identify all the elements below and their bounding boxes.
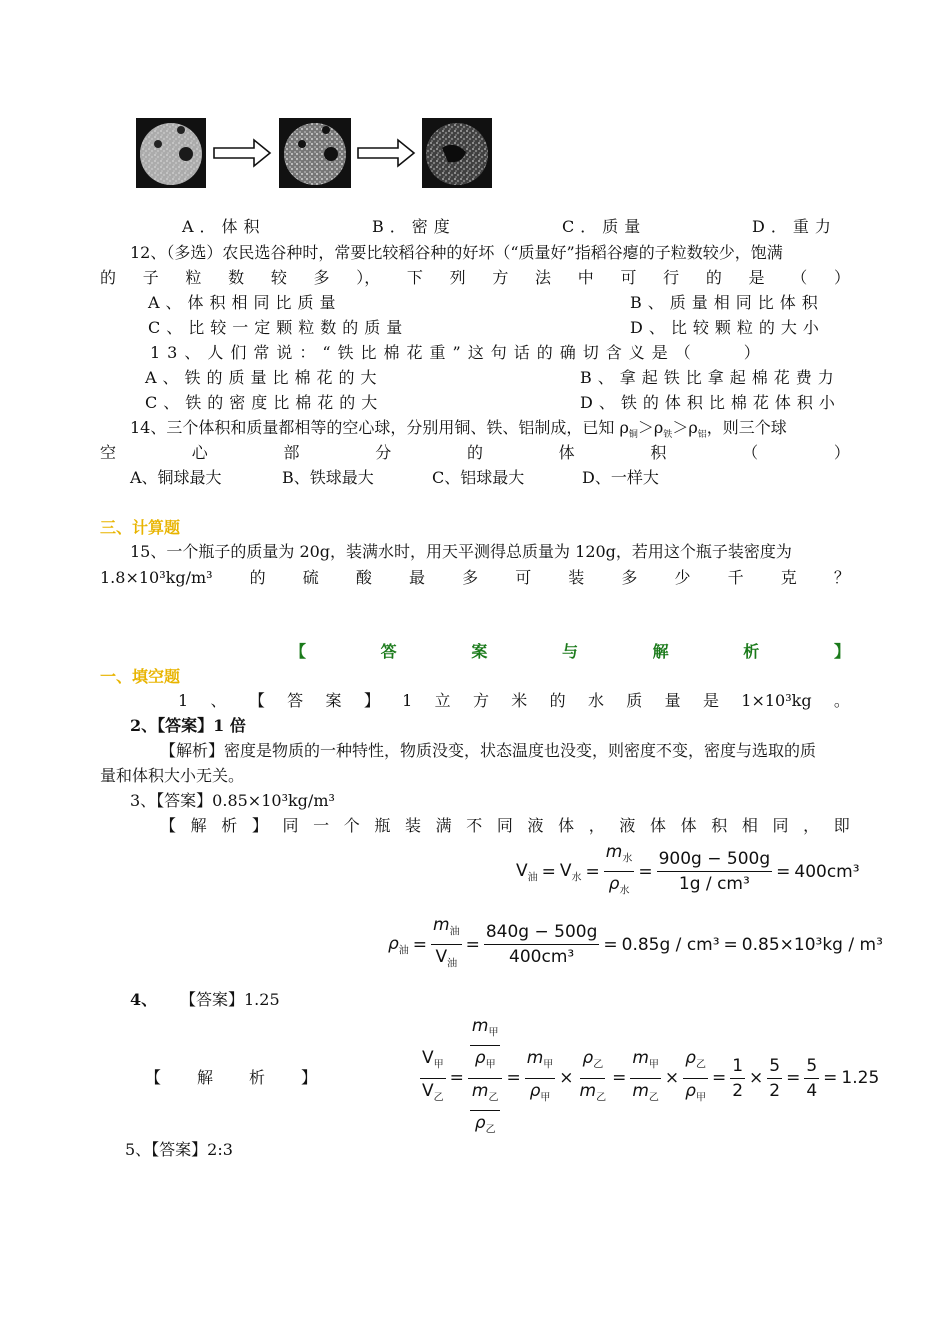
sphere-sequence-figure	[136, 118, 496, 190]
q15-line2-value: 1.8×10³kg/m³	[100, 568, 213, 587]
q12-line2-char: 子	[142, 268, 159, 287]
answer-3-analysis-char: 满	[435, 816, 452, 835]
answer-3-analysis-char: 液	[527, 816, 544, 835]
answer-4-label-char: 】	[300, 1068, 317, 1087]
figure-row	[136, 118, 496, 190]
q15-line2-char: 千	[727, 568, 744, 587]
answer-3-analysis-char: 同	[772, 816, 789, 835]
answer-3-analysis-char: 解	[190, 816, 207, 835]
formula-volume-oil: $V_油$ = $V_水$ = $\frac{m_水}{\rho_水}$ = $\frac{900g - 500g}{\text{1g / cm³}}$ = 400cm³	[514, 842, 862, 902]
answer-title-char: 解	[652, 642, 669, 661]
sphere-image-1	[136, 118, 206, 188]
q14-sub-iron: 铁	[663, 430, 673, 441]
answer-3-analysis-char: 不	[466, 816, 483, 835]
answer-3-analysis-char: 相	[741, 816, 758, 835]
q12-line2-char: 数	[228, 268, 245, 287]
q12-line2-char: 下	[406, 268, 423, 287]
f1-mid: $V_水$	[559, 860, 582, 884]
q15-stem-line1: 15、一个瓶子的质量为 20g，装满水时，用天平测得总质量为 120g，若用这个瓶子装密度为	[130, 542, 792, 561]
q14-line2-char: （	[742, 443, 759, 462]
q12-line2-char: 中	[577, 268, 594, 287]
f2-lhs: $\rho_油$	[388, 933, 409, 957]
sphere-image-2	[279, 118, 351, 188]
q13-option-c[interactable]: C、铁的密度比棉花的大	[145, 393, 384, 412]
q14-option-b[interactable]: B、铁球最大	[282, 468, 374, 487]
q12-line2-char: ）	[833, 268, 850, 287]
q12-line2-char: 粒	[185, 268, 202, 287]
answer-3-analysis-char: 即	[833, 816, 850, 835]
answer-3-analysis-char: 瓶	[374, 816, 391, 835]
q12-line2-char: ），	[356, 268, 381, 287]
answer-3-analysis-char: ，	[588, 816, 605, 835]
q14-line2-char: 心	[191, 443, 208, 462]
q12-line2-char: 列	[449, 268, 466, 287]
q12-line2-char: （	[791, 268, 808, 287]
answer-1-char: 1	[402, 691, 413, 710]
f2-frac-1: $\frac{m_油}{V_油}$	[433, 915, 460, 970]
f1-lhs: $V_油$	[516, 860, 538, 884]
q12-line2-char: 方	[492, 268, 509, 287]
q14-line2-char: 部	[283, 443, 300, 462]
q15-line2-char: 少	[674, 568, 691, 587]
q14-line1-post: ，则三个球	[706, 418, 787, 437]
q13-option-d[interactable]: D、铁的体积比棉花体积小	[580, 393, 841, 412]
answer-1-char: 】	[363, 691, 380, 710]
q14-line2-char: 体	[558, 443, 575, 462]
answer-3-analysis-char: ，	[803, 816, 820, 835]
answer-1-char: 【	[248, 691, 265, 710]
section-calc-title: 三、计算题	[100, 518, 181, 537]
answer-3-analysis-char: 个	[343, 816, 360, 835]
answer-section-title	[290, 640, 850, 664]
arrow-right-icon-2	[358, 140, 414, 166]
q12-line2-char: 较	[270, 268, 287, 287]
f2-result-1: 0.85g / cm³	[621, 934, 720, 955]
answer-3-analysis-char: 同	[496, 816, 513, 835]
answer-1-char: 方	[472, 691, 489, 710]
f4-half: $\frac{1}{2}$	[732, 1055, 744, 1101]
f4-five-half: $\frac{5}{2}$	[769, 1055, 781, 1101]
formula-density-oil: $\rho_油$ = $\frac{m_油}{V_油}$ = $\frac{840g - 500g}{\text{400cm³}}$ = 0.85g / cm³ = 0.85×10³kg / m³	[386, 915, 885, 975]
f4-v-ratio: $\frac{V_甲}{V_乙}$	[422, 1048, 444, 1104]
answer-1	[178, 689, 850, 713]
answer-3-analysis-char: 【	[160, 816, 177, 835]
answer-5: 5、【答案】2:3	[125, 1140, 233, 1159]
q14-line2-char: 积	[650, 443, 667, 462]
answer-3-analysis-char: 】	[251, 816, 268, 835]
answer-1-char: 、	[210, 691, 227, 710]
f4-result: 1.25	[841, 1068, 880, 1089]
answer-title-char: 与	[561, 642, 578, 661]
answer-4-label-char: 【	[145, 1068, 162, 1087]
answer-title-char: 【	[290, 642, 307, 661]
answer-3-analysis-char: 一	[313, 816, 330, 835]
answer-title-char: 】	[833, 642, 850, 661]
answer-title-char: 答	[380, 642, 397, 661]
q14-option-a[interactable]: A、铜球最大	[130, 468, 222, 487]
q12-line2-char: 的	[705, 268, 722, 287]
q14-line2-char: 分	[375, 443, 392, 462]
f4-five-four: $\frac{5}{4}$	[806, 1055, 818, 1101]
answer-1-char: 。	[833, 691, 850, 710]
q12-option-d[interactable]: D、比较颗粒的大小	[630, 318, 825, 337]
q15-line2-char: 的	[249, 568, 266, 587]
sphere-image-3	[422, 118, 492, 188]
answer-1-char: 答	[287, 691, 304, 710]
q11-option-c[interactable]: C．质量	[562, 217, 647, 236]
q15-line2-char: 装	[568, 568, 585, 587]
q14-sub-aluminum: 铝	[697, 430, 707, 441]
q14-line2-char: 的	[466, 443, 483, 462]
answer-1-char: 米	[511, 691, 528, 710]
answer-1-char: 1	[178, 691, 189, 710]
answer-1-char: 立	[434, 691, 451, 710]
answer-4: 【答案】1.25	[180, 990, 280, 1009]
answer-4-analysis-label	[145, 1066, 317, 1090]
q12-line2-char: 行	[663, 268, 680, 287]
q11-option-d[interactable]: D．重力	[752, 217, 837, 236]
q13-option-b[interactable]: B、拿起铁比拿起棉花费力	[580, 368, 840, 387]
q15-line2-char: 可	[515, 568, 532, 587]
q14-option-c[interactable]: C、铝球最大	[432, 468, 525, 487]
q12-option-c[interactable]: C、比较一定颗粒数的质量	[148, 318, 409, 337]
q15-line2-char: 多	[462, 568, 479, 587]
q14-stem-line1	[130, 416, 787, 440]
answer-title-char: 案	[471, 642, 488, 661]
q13-option-a[interactable]: A、铁的质量比棉花的大	[145, 368, 383, 387]
q15-line2-char: ？	[833, 568, 850, 587]
q13-stem: 13、人们常说：“铁比棉花重”这句话的确切含义是（ ）	[150, 343, 767, 362]
answer-1-char: 案	[325, 691, 342, 710]
answer-3-analysis-char: 装	[405, 816, 422, 835]
answer-2-analysis-line2: 量和体积大小无关。	[100, 766, 245, 785]
f1-frac-2: $\frac{900g - 500g}{\text{1g / cm³}}$	[658, 849, 771, 895]
q12-stem-line1: 12、（多选）农民选谷种时，常要比较稻谷种的好坏（“质量好”指稻谷瘪的子粒数较少，饱满	[130, 243, 783, 262]
q14-sub-copper: 铜	[628, 430, 638, 441]
q15-line2-char: 多	[621, 568, 638, 587]
answer-3-analysis	[160, 814, 850, 838]
answer-title-char: 析	[743, 642, 760, 661]
answer-1-char: 1×10³kg	[741, 691, 812, 710]
answer-3-analysis-char: 同	[282, 816, 299, 835]
q11-option-b[interactable]: B．密度	[372, 217, 456, 236]
q12-line2-char: 的	[100, 268, 117, 287]
f4-compound-frac: $\frac{\frac{m_甲}{\rho_甲}}{\frac{m_乙}{\rho_乙}}$	[468, 1016, 503, 1141]
q12-line2-char: 可	[620, 268, 637, 287]
answer-1-char: 质	[626, 691, 643, 710]
answer-4-number: 4、	[130, 990, 158, 1009]
answer-1-char: 的	[549, 691, 566, 710]
q12-stem-line2	[100, 266, 850, 290]
answer-1-char: 量	[664, 691, 681, 710]
q14-stem-line2	[100, 441, 850, 465]
q12-option-a[interactable]: A、体积相同比质量	[148, 293, 342, 312]
q14-line2-char: ）	[833, 443, 850, 462]
answer-3-analysis-char: 体	[650, 816, 667, 835]
f1-result: 400cm³	[794, 861, 860, 882]
answer-1-char: 水	[587, 691, 604, 710]
answer-4-label-char: 析	[248, 1068, 265, 1087]
f2-result-2: 0.85×10³kg / m³	[741, 934, 883, 955]
f2-frac-2: $\frac{840g - 500g}{\text{400cm³}}$	[485, 922, 598, 968]
answer-4-label-char: 解	[196, 1068, 213, 1087]
q14-line1-pre: 14、三个体积和质量都相等的空心球，分别用铜、铁、铝制成，已知 ρ	[130, 418, 629, 437]
q14-line2-char: 空	[100, 443, 117, 462]
q12-line2-char: 多	[313, 268, 330, 287]
f1-frac-1: $\frac{m_水}{\rho_水}$	[605, 842, 633, 897]
q15-line2-char: 克	[780, 568, 797, 587]
section-fill-title: 一、填空题	[100, 667, 181, 686]
q14-option-d[interactable]: D、一样大	[582, 468, 659, 487]
q15-stem-line2	[100, 566, 850, 590]
q15-line2-char: 最	[408, 568, 425, 587]
answer-3: 3、【答案】0.85×10³kg/m³	[130, 791, 335, 810]
q15-line2-char: 酸	[355, 568, 372, 587]
answer-3-analysis-char: 析	[221, 816, 238, 835]
answer-3-analysis-char: 体	[558, 816, 575, 835]
answer-2-analysis-line1: 【解析】密度是物质的一种特性，物质没变，状态温度也没变，则密度不变，密度与选取的质	[160, 741, 817, 760]
q14-gt-1: ＞ρ	[637, 418, 664, 437]
q14-gt-2: ＞ρ	[672, 418, 698, 437]
q12-option-b[interactable]: B、质量相同比体积	[630, 293, 824, 312]
answer-2: 2、【答案】1 倍	[130, 716, 246, 735]
answer-1-char: 是	[702, 691, 719, 710]
q12-line2-char: 是	[748, 268, 765, 287]
arrow-right-icon-1	[214, 140, 270, 166]
formula-volume-ratio: $\frac{V_甲}{V_乙}$ = $\frac{\frac{m_甲}{\rho_甲}}{\frac{m_乙}{\rho_乙}}$ = $\frac{m_甲}{\rho_甲}$ × $\frac{\rho_乙}{m_乙}$ = $\frac{m_甲}{m_乙}$ × $\frac{\rho_乙}{\rho_甲}$ = $\frac{1}{2}$ × $\frac{5}{2}$ = $\frac{5}{4}$ = 1.25	[418, 1016, 881, 1141]
q11-options	[182, 215, 852, 239]
q15-line2-char: 硫	[302, 568, 319, 587]
answer-3-analysis-char: 体	[680, 816, 697, 835]
q11-option-a[interactable]: A．体积	[182, 217, 266, 236]
q12-line2-char: 法	[535, 268, 552, 287]
answer-3-analysis-char: 液	[619, 816, 636, 835]
answer-3-analysis-char: 积	[711, 816, 728, 835]
